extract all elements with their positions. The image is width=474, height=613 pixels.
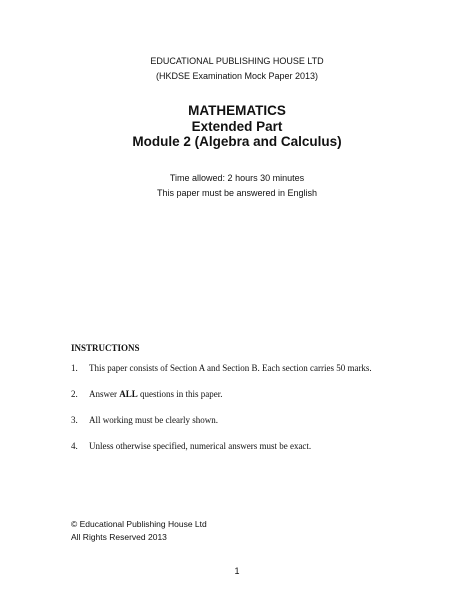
time-allowed: Time allowed: 2 hours 30 minutes [169, 173, 305, 183]
instruction-text: Unless otherwise specified, numerical answers must be exact. [89, 441, 312, 451]
instruction-item [71, 441, 311, 452]
language-requirement: This paper must be answered in English [156, 188, 318, 198]
rights-notice: All Rights Reserved 2013 [71, 532, 167, 542]
subject-title: MATHEMATICS [188, 103, 286, 118]
time-info [0, 171, 474, 201]
copyright-block [71, 518, 207, 544]
subject-module: Module 2 (Algebra and Calculus) [132, 134, 342, 149]
page-number: 1 [234, 566, 240, 576]
instruction-number: 4. [71, 441, 78, 451]
exam-subtitle: (HKDSE Examination Mock Paper 2013) [155, 71, 319, 81]
instruction-text: This paper consists of Section A and Section B. Each section carries 50 marks. [89, 363, 372, 373]
instruction-text: Answer [89, 389, 120, 399]
copyright-notice: © Educational Publishing House Ltd [71, 519, 207, 529]
instruction-number: 2. [71, 389, 78, 399]
publisher-header [0, 54, 474, 84]
paper-title-block [0, 103, 474, 150]
instruction-text-end: questions in this paper. [137, 389, 223, 399]
instruction-emphasis: ALL [119, 389, 138, 399]
instruction-item [71, 363, 372, 374]
instruction-text: All working must be clearly shown. [89, 415, 218, 425]
publisher-name: EDUCATIONAL PUBLISHING HOUSE LTD [150, 56, 324, 66]
instruction-item [71, 415, 218, 426]
instruction-item [71, 389, 223, 400]
subject-part: Extended Part [191, 118, 283, 134]
instruction-number: 1. [71, 363, 78, 373]
instructions-heading: INSTRUCTIONS [71, 343, 140, 353]
instruction-number: 3. [71, 415, 78, 425]
